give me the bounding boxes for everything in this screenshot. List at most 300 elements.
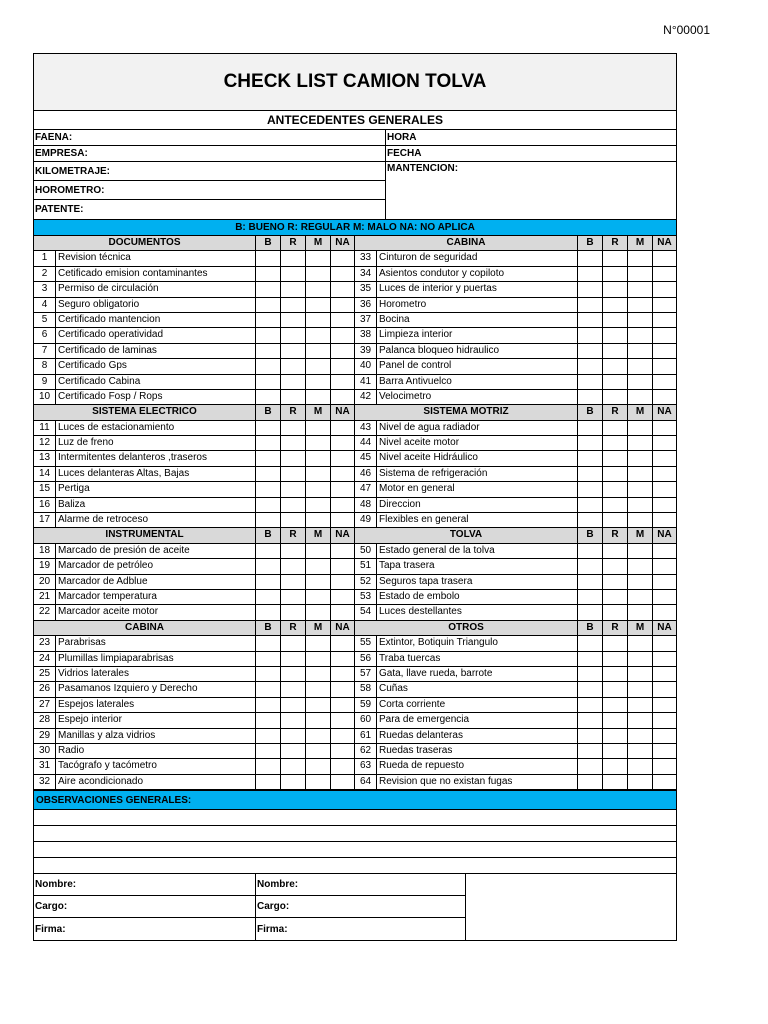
check-cell-b[interactable] [256,436,281,450]
check-cell-b[interactable] [256,498,281,512]
check-cell-r[interactable] [281,775,306,789]
check-cell-na[interactable] [653,313,676,327]
check-cell-na[interactable] [331,513,354,527]
check-cell-b[interactable] [256,775,281,789]
item-number: 57 [355,667,377,681]
check-cell-r[interactable] [281,559,306,573]
check-cell-m[interactable] [306,713,331,727]
check-cell-r[interactable] [603,513,628,527]
checklist-row [355,328,676,343]
check-cell-r[interactable] [603,328,628,342]
check-cell-b[interactable] [578,436,603,450]
check-cell-b[interactable] [256,421,281,435]
check-cell-na[interactable] [331,744,354,758]
check-cell-m[interactable] [628,390,653,404]
check-cell-r[interactable] [603,482,628,496]
check-cell-b[interactable] [578,298,603,312]
check-cell-m[interactable] [306,544,331,558]
check-cell-r[interactable] [281,344,306,358]
check-cell-na[interactable] [653,713,676,727]
check-cell-r[interactable] [603,359,628,373]
check-cell-na[interactable] [331,636,354,650]
check-cell-b[interactable] [256,282,281,296]
column-header-na: NA [657,621,672,633]
check-cell-na[interactable] [653,375,676,389]
check-cell-m[interactable] [306,667,331,681]
check-cell-b[interactable] [256,328,281,342]
check-cell-r[interactable] [603,267,628,281]
section-title: INSTRUMENTAL [34,528,256,542]
item-label: Radio [56,744,256,758]
check-cell-r[interactable] [603,667,628,681]
check-cell-na[interactable] [653,682,676,696]
check-cell-r[interactable] [281,282,306,296]
check-cell-m[interactable] [306,267,331,281]
observations-line[interactable] [34,826,676,842]
check-cell-na[interactable] [653,590,676,604]
check-cell-na[interactable] [653,729,676,743]
signature-name-field[interactable]: Nombre: [34,874,255,896]
check-cell-b[interactable] [578,313,603,327]
check-cell-b[interactable] [578,775,603,789]
check-cell-na[interactable] [331,375,354,389]
check-cell-m[interactable] [628,451,653,465]
check-cell-b[interactable] [256,375,281,389]
check-cell-m[interactable] [628,575,653,589]
check-cell-r[interactable] [603,298,628,312]
observations-line[interactable] [34,842,676,858]
check-cell-m[interactable] [306,744,331,758]
check-cell-b[interactable] [578,482,603,496]
check-cell-na[interactable] [331,359,354,373]
check-cell-na[interactable] [653,251,676,265]
item-label: Parabrisas [56,636,256,650]
check-cell-m[interactable] [628,544,653,558]
check-cell-na[interactable] [331,467,354,481]
check-cell-na[interactable] [653,467,676,481]
checklist-row [34,605,354,620]
check-cell-na[interactable] [331,267,354,281]
check-cell-r[interactable] [603,575,628,589]
check-cell-m[interactable] [628,590,653,604]
check-cell-r[interactable] [603,636,628,650]
check-cell-b[interactable] [578,575,603,589]
check-cell-r[interactable] [603,436,628,450]
checklist-row [34,313,354,328]
check-cell-na[interactable] [653,513,676,527]
observations-line[interactable] [34,810,676,826]
check-cell-r[interactable] [281,729,306,743]
check-cell-b[interactable] [256,652,281,666]
check-cell-b[interactable] [256,590,281,604]
check-cell-na[interactable] [331,390,354,404]
check-cell-b[interactable] [578,328,603,342]
check-cell-m[interactable] [628,698,653,712]
check-cell-b[interactable] [578,421,603,435]
check-cell-r[interactable] [281,759,306,773]
check-cell-m[interactable] [628,744,653,758]
check-cell-m[interactable] [628,421,653,435]
column-header-b: B [578,621,603,635]
check-cell-r[interactable] [603,729,628,743]
check-cell-na[interactable] [331,605,354,619]
check-cell-r[interactable] [281,451,306,465]
check-cell-na[interactable] [331,328,354,342]
check-cell-m[interactable] [628,559,653,573]
check-cell-b[interactable] [256,359,281,373]
check-cell-na[interactable] [331,436,354,450]
check-cell-r[interactable] [603,590,628,604]
check-cell-na[interactable] [653,605,676,619]
check-cell-r[interactable] [603,344,628,358]
item-number: 52 [355,575,377,589]
check-cell-r[interactable] [603,682,628,696]
check-cell-r[interactable] [281,421,306,435]
check-cell-r[interactable] [603,313,628,327]
check-cell-b[interactable] [578,359,603,373]
item-label: Revision que no existan fugas [377,775,578,789]
check-cell-na[interactable] [331,682,354,696]
check-cell-r[interactable] [281,467,306,481]
check-cell-b[interactable] [578,744,603,758]
check-cell-m[interactable] [306,575,331,589]
check-cell-m[interactable] [306,513,331,527]
item-number: 60 [355,713,377,727]
check-cell-m[interactable] [306,298,331,312]
check-cell-na[interactable] [653,359,676,373]
check-cell-r[interactable] [603,698,628,712]
check-cell-na[interactable] [653,652,676,666]
check-cell-m[interactable] [306,559,331,573]
checklist-row [355,375,676,390]
check-cell-b[interactable] [578,498,603,512]
check-cell-m[interactable] [628,729,653,743]
check-cell-r[interactable] [603,282,628,296]
check-cell-b[interactable] [256,298,281,312]
check-cell-na[interactable] [653,575,676,589]
check-cell-na[interactable] [653,559,676,573]
check-cell-r[interactable] [281,575,306,589]
check-cell-na[interactable] [331,482,354,496]
check-cell-b[interactable] [578,375,603,389]
check-cell-r[interactable] [603,744,628,758]
check-cell-b[interactable] [578,667,603,681]
check-cell-r[interactable] [281,359,306,373]
check-cell-na[interactable] [331,590,354,604]
check-cell-r[interactable] [603,652,628,666]
section-header [34,236,354,251]
check-cell-m[interactable] [306,467,331,481]
check-cell-m[interactable] [628,344,653,358]
check-cell-b[interactable] [256,729,281,743]
check-cell-m[interactable] [306,682,331,696]
check-cell-b[interactable] [256,713,281,727]
check-cell-na[interactable] [653,298,676,312]
check-cell-r[interactable] [281,544,306,558]
signature-name-field[interactable]: Nombre: [256,874,465,896]
check-cell-r[interactable] [281,251,306,265]
check-cell-r[interactable] [281,713,306,727]
check-cell-na[interactable] [331,667,354,681]
check-cell-b[interactable] [256,251,281,265]
check-cell-r[interactable] [603,713,628,727]
check-cell-b[interactable] [256,559,281,573]
check-cell-na[interactable] [653,328,676,342]
check-cell-r[interactable] [281,498,306,512]
check-cell-na[interactable] [331,759,354,773]
check-cell-m[interactable] [306,775,331,789]
check-cell-na[interactable] [331,652,354,666]
check-cell-m[interactable] [306,729,331,743]
check-cell-m[interactable] [306,344,331,358]
check-cell-r[interactable] [603,605,628,619]
item-label: Palanca bloqueo hidraulico [377,344,578,358]
column-header-na: NA [657,406,672,418]
check-cell-m[interactable] [306,652,331,666]
check-cell-m[interactable] [628,652,653,666]
check-cell-na[interactable] [331,544,354,558]
check-cell-na[interactable] [331,313,354,327]
check-cell-r[interactable] [281,744,306,758]
field-horometro[interactable]: HOROMETRO: [34,181,385,200]
check-cell-m[interactable] [628,251,653,265]
item-label: Luces delanteras Altas, Bajas [56,467,256,481]
check-cell-b[interactable] [578,713,603,727]
check-cell-na[interactable] [653,282,676,296]
check-cell-b[interactable] [578,513,603,527]
check-cell-b[interactable] [578,605,603,619]
field-faena[interactable]: FAENA: [34,130,385,146]
check-cell-r[interactable] [281,328,306,342]
check-cell-na[interactable] [331,251,354,265]
check-cell-b[interactable] [578,344,603,358]
item-number: 27 [34,698,56,712]
check-cell-b[interactable] [256,544,281,558]
check-cell-r[interactable] [281,375,306,389]
check-cell-m[interactable] [628,359,653,373]
field-mantencion[interactable]: MANTENCION: [387,163,459,174]
check-cell-b[interactable] [256,636,281,650]
check-cell-r[interactable] [281,636,306,650]
check-cell-m[interactable] [306,590,331,604]
item-label: Panel de control [377,359,578,373]
check-cell-r[interactable] [603,498,628,512]
check-cell-na[interactable] [653,482,676,496]
check-cell-b[interactable] [256,467,281,481]
check-cell-na[interactable] [331,451,354,465]
check-cell-b[interactable] [256,667,281,681]
check-cell-m[interactable] [628,328,653,342]
check-cell-m[interactable] [628,498,653,512]
check-cell-b[interactable] [578,390,603,404]
check-cell-na[interactable] [331,575,354,589]
check-cell-m[interactable] [628,605,653,619]
check-cell-r[interactable] [281,682,306,696]
check-cell-r[interactable] [603,251,628,265]
check-cell-m[interactable] [306,636,331,650]
check-cell-m[interactable] [628,482,653,496]
check-cell-b[interactable] [256,744,281,758]
check-cell-m[interactable] [628,682,653,696]
check-cell-m[interactable] [628,775,653,789]
check-cell-na[interactable] [653,344,676,358]
check-cell-b[interactable] [578,590,603,604]
check-cell-b[interactable] [256,313,281,327]
item-number: 39 [355,344,377,358]
signature-role-field[interactable]: Cargo: [256,896,465,918]
checklist-row [355,498,676,513]
check-cell-na[interactable] [653,390,676,404]
check-cell-r[interactable] [281,482,306,496]
check-cell-m[interactable] [306,282,331,296]
check-cell-m[interactable] [628,467,653,481]
check-cell-b[interactable] [578,636,603,650]
check-cell-m[interactable] [628,298,653,312]
check-cell-m[interactable] [628,667,653,681]
check-cell-r[interactable] [281,698,306,712]
check-cell-m[interactable] [628,282,653,296]
check-cell-na[interactable] [653,451,676,465]
signature-sign-field[interactable]: Firma: [35,923,66,935]
field-kilometraje[interactable]: KILOMETRAJE: [34,162,385,181]
check-cell-r[interactable] [281,513,306,527]
check-cell-r[interactable] [603,375,628,389]
check-cell-na[interactable] [653,436,676,450]
item-number: 33 [355,251,377,265]
check-cell-na[interactable] [653,498,676,512]
check-cell-b[interactable] [256,344,281,358]
check-cell-b[interactable] [256,482,281,496]
check-cell-na[interactable] [331,344,354,358]
check-cell-m[interactable] [306,421,331,435]
check-cell-b[interactable] [256,267,281,281]
check-cell-r[interactable] [603,775,628,789]
check-cell-m[interactable] [306,451,331,465]
signature-role-field[interactable]: Cargo: [34,896,255,918]
check-cell-b[interactable] [256,698,281,712]
check-cell-b[interactable] [256,390,281,404]
check-cell-m[interactable] [628,313,653,327]
check-cell-na[interactable] [653,667,676,681]
check-cell-m[interactable] [628,513,653,527]
check-cell-r[interactable] [281,605,306,619]
check-cell-na[interactable] [331,698,354,712]
check-cell-r[interactable] [281,436,306,450]
check-cell-m[interactable] [306,482,331,496]
check-cell-na[interactable] [331,498,354,512]
check-cell-r[interactable] [603,467,628,481]
check-cell-b[interactable] [256,759,281,773]
check-cell-na[interactable] [653,744,676,758]
check-cell-m[interactable] [306,436,331,450]
check-cell-b[interactable] [256,451,281,465]
check-cell-b[interactable] [578,467,603,481]
check-cell-r[interactable] [603,421,628,435]
field-patente[interactable]: PATENTE: [35,204,84,215]
check-cell-b[interactable] [578,682,603,696]
item-number: 20 [34,575,56,589]
check-cell-na[interactable] [331,775,354,789]
check-cell-r[interactable] [281,667,306,681]
check-cell-r[interactable] [281,652,306,666]
check-cell-m[interactable] [306,498,331,512]
check-cell-r[interactable] [603,451,628,465]
check-cell-b[interactable] [578,451,603,465]
check-cell-na[interactable] [653,421,676,435]
check-cell-m[interactable] [628,759,653,773]
check-cell-na[interactable] [331,713,354,727]
check-cell-b[interactable] [578,267,603,281]
item-label: Horometro [377,298,578,312]
check-cell-b[interactable] [578,282,603,296]
check-cell-m[interactable] [628,375,653,389]
check-cell-m[interactable] [306,359,331,373]
check-cell-na[interactable] [331,421,354,435]
check-cell-na[interactable] [331,729,354,743]
check-cell-r[interactable] [281,267,306,281]
check-cell-b[interactable] [578,544,603,558]
check-cell-b[interactable] [256,513,281,527]
check-cell-m[interactable] [628,713,653,727]
check-cell-m[interactable] [306,328,331,342]
check-cell-b[interactable] [256,605,281,619]
field-fecha[interactable]: FECHA [386,146,676,162]
check-cell-r[interactable] [603,390,628,404]
check-cell-na[interactable] [331,298,354,312]
check-cell-b[interactable] [578,251,603,265]
check-cell-b[interactable] [578,652,603,666]
check-cell-r[interactable] [281,313,306,327]
field-hora[interactable]: HORA [386,130,676,146]
field-empresa[interactable]: EMPRESA: [34,146,385,162]
check-cell-b[interactable] [578,759,603,773]
check-cell-r[interactable] [603,759,628,773]
check-cell-m[interactable] [306,698,331,712]
check-cell-b[interactable] [578,729,603,743]
check-cell-r[interactable] [603,544,628,558]
check-cell-b[interactable] [256,575,281,589]
check-cell-r[interactable] [603,559,628,573]
check-cell-b[interactable] [578,698,603,712]
check-cell-m[interactable] [306,390,331,404]
check-cell-na[interactable] [331,559,354,573]
check-cell-m[interactable] [628,636,653,650]
check-cell-na[interactable] [653,636,676,650]
check-cell-m[interactable] [628,436,653,450]
observations-line[interactable] [34,858,676,873]
signature-stamp-area[interactable] [466,874,676,940]
check-cell-b[interactable] [578,559,603,573]
check-cell-m[interactable] [306,375,331,389]
check-cell-na[interactable] [653,775,676,789]
check-cell-m[interactable] [306,313,331,327]
check-cell-na[interactable] [653,267,676,281]
check-cell-r[interactable] [281,298,306,312]
check-cell-m[interactable] [306,759,331,773]
check-cell-r[interactable] [281,390,306,404]
check-cell-na[interactable] [653,544,676,558]
check-cell-m[interactable] [306,251,331,265]
check-cell-na[interactable] [653,698,676,712]
section-title: SISTEMA MOTRIZ [355,405,578,419]
check-cell-m[interactable] [628,267,653,281]
check-cell-r[interactable] [281,590,306,604]
check-cell-m[interactable] [306,605,331,619]
check-cell-na[interactable] [653,759,676,773]
check-cell-na[interactable] [331,282,354,296]
check-cell-b[interactable] [256,682,281,696]
signature-sign-field[interactable]: Firma: [257,923,288,935]
